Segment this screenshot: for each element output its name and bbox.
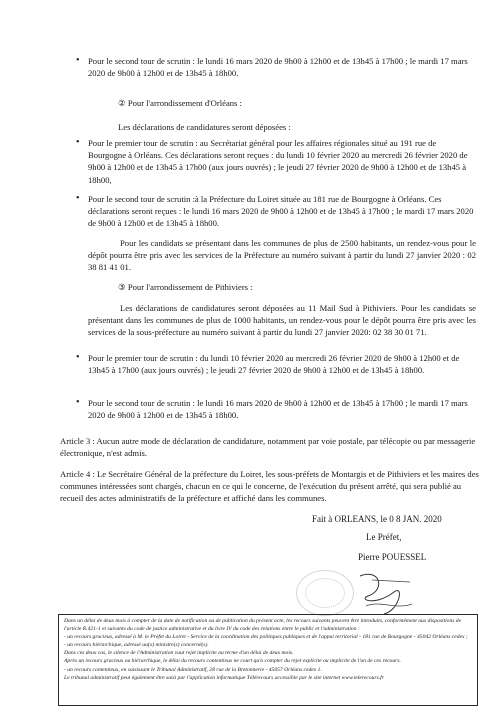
orleans-appointment-note: Pour les candidats se présentant dans les communes de plus de 2500 habitants, un rendez-vous pour le dépôt pourra être pris avec les services de la Préfecture au numéro suivant à partir du lundi 27 janvier 2020 : 02 38 81 41 01. (88, 238, 476, 273)
article-3: Article 3 : Aucun autre mode de déclaration de candidature, notamment par voie postale, par télécopie ou par messagerie électronique, n'est admis. (60, 436, 476, 459)
prefecture-stamp (296, 570, 354, 616)
section-heading-orleans: ② Pour l'arrondissement d'Orléans : (118, 98, 242, 108)
signature-place-date: Fait à ORLEANS, le 0 8 JAN. 2020 (312, 514, 442, 524)
orleans-intro: Les déclarations de candidatures seront déposées : (118, 122, 291, 132)
appeal-line: - un recours hiérarchique, adressé au(x) ministre(s) concerné(s). (64, 641, 209, 648)
appeal-line: Le tribunal administratif peut également être saisi par l'application informatique Télérecours accessible par le site internet www.telerecours.fr (64, 674, 384, 681)
bullet-orleans-second-round: • Pour le second tour de scrutin :à la Préfecture du Loiret située au 181 rue de Bourgogne à Orléans. Ces déclarations seront reçues : le lundi 16 mars 2020 de 9h00 à 12h00 et de 13h45 à 17h00 ; le mardi 17 mars 2020 de 9h00 à 12h00 et de 13h45 à 18h00. (88, 193, 476, 230)
bullet-pithiviers-second-round: • Pour le second tour de scrutin : le lundi 16 mars 2020 de 9h00 à 12h00 et de 13h45 à 17h00 ; le mardi 17 mars 2020 de 9h00 à 12h00 et de 13h45 à 18h00. (88, 397, 476, 421)
bullet-second-round-orleans: • Pour le second tour de scrutin : le lundi 16 mars 2020 de 9h00 à 12h00 et de 13h45 à 17h00 ; le mardi 17 mars 2020 de 9h00 à 12h00 et de 13h45 à 18h00. (88, 55, 476, 79)
signatory-name: Pierre POUESSEL (358, 552, 427, 562)
pithiviers-intro: Les déclarations de candidatures seront déposées au 11 Mail Sud à Pithiviers. Pour les candidats se présentant dans les communes de plus de 1000 habitants, un rendez-vous pour le dépôt pourra être pris avec les services de la sous-préfecture au numéro suivant à partir du lundi 27 janvier 2020: 02 38 30 01 71. (88, 303, 476, 338)
bullet-pithiviers-first-round: • Pour le premier tour de scrutin : du lundi 10 février 2020 au mercredi 26 février 2020 de 9h00 à 12h00 et de 13h45 à 17h00 (aux jours ouvrés) ; le jeudi 27 février 2020 de 9h00 à 12h00 et de 13h45 à 18h00. (88, 352, 476, 376)
signature-title: Le Préfet, (366, 532, 402, 542)
handwritten-signature (350, 566, 430, 618)
appeal-line: Dans ces deux cas, le silence de l'Administration vaut rejet implicite au terme d'un délai de deux mois. (64, 650, 294, 657)
appeal-notice-box (58, 614, 478, 706)
article-4: Article 4 : Le Secrétaire Général de la préfecture du Loiret, les sous-préfets de Montargis et de Pithiviers et les maires des communes intéressées sont chargés, chacun en ce qui le concerne, de l'exécution du présent arrêté, qui sera publié au recueil des actes administratifs de la préfecture et affiché dans les communes. (60, 469, 479, 504)
bullet-orleans-first-round: • Pour le premier tour de scrutin : au Secrétariat général pour les affaires régionales situé au 191 rue de Bourgogne à Orléans. Ces déclarations seront reçues : du lundi 10 février 2020 au mercredi 26 février 2020 de 9h00 à 12h00 et de 13h45 à 17h00 (aux jours ouvrés) ; le jeudi 27 février 2020 de 9h00 à 12h00 et de 13h45 à 18h00, (88, 137, 476, 186)
appeal-line: Après un recours gracieux ou hiérarchique, le délai du recours contentieux ne court qu'à compter du rejet explicite ou implicite de l'un de ces recours. (64, 658, 401, 665)
appeal-line: Dans un délai de deux mois à compter de la date de notification ou de publication du présent acte, les recours suivants peuvent être introduits, conformément aux dispositions de l'article R.421-1 et suivants du code de justice administrative et du livre IV du code des relations entre le public et l'administration : (64, 618, 462, 632)
appeal-line: - un recours gracieux, adressé à M. le Préfet du Loiret - Service de la coordination des politiques publiques et de l'appui territorial - 181 rue de Bourgogne - 45042 Orléans cedex ; (64, 633, 468, 640)
section-heading-pithiviers: ③ Pour l'arrondissement de Pithiviers : (118, 282, 253, 292)
appeal-line: - un recours contentieux, en saisissant le Tribunal Administratif, 28 rue de la Bretonnerie - 45057 Orléans cedex 1. (64, 666, 322, 673)
